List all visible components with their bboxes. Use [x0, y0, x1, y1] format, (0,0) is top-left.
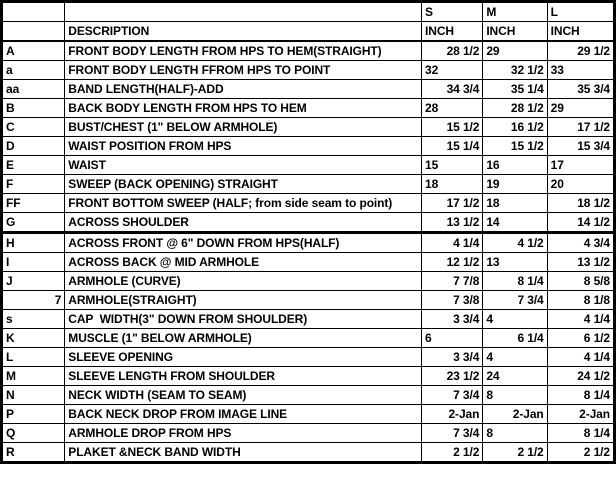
- size-l-value-cell[interactable]: 2-Jan: [547, 405, 614, 424]
- size-m-value-cell[interactable]: 28 1/2: [483, 99, 547, 118]
- size-s-value-cell[interactable]: 7 3/4: [422, 424, 483, 443]
- row-description-cell[interactable]: FRONT BODY LENGTH FFROM HPS TO POINT: [65, 61, 422, 80]
- description-header-spacer-cell[interactable]: [65, 2, 422, 22]
- row-code-cell[interactable]: D: [2, 137, 65, 156]
- size-l-value-cell[interactable]: 8 1/4: [547, 424, 614, 443]
- row-code-cell[interactable]: A: [2, 41, 65, 61]
- row-code-cell[interactable]: E: [2, 156, 65, 175]
- row-description-cell[interactable]: PLAKET &NECK BAND WIDTH: [65, 443, 422, 463]
- table-row: [2, 61, 615, 80]
- table-row: [2, 99, 615, 118]
- size-s-header-cell[interactable]: S: [422, 2, 483, 22]
- size-m-value-cell[interactable]: 35 1/4: [483, 80, 547, 99]
- size-m-value-cell[interactable]: 15 1/2: [483, 137, 547, 156]
- size-l-value-cell[interactable]: 4 3/4: [547, 233, 614, 253]
- table-row: [2, 310, 615, 329]
- size-header-row: [2, 2, 615, 22]
- row-code-cell[interactable]: C: [2, 118, 65, 137]
- size-m-value-cell[interactable]: 6 1/4: [483, 329, 547, 348]
- size-l-value-cell[interactable]: 29 1/2: [547, 41, 614, 61]
- row-description-cell[interactable]: BACK NECK DROP FROM IMAGE LINE: [65, 405, 422, 424]
- row-code-cell[interactable]: aa: [2, 80, 65, 99]
- unit-m-header-cell[interactable]: INCH: [483, 22, 547, 42]
- row-description-cell[interactable]: CAP WIDTH(3" DOWN FROM SHOULDER): [65, 310, 422, 329]
- row-description-cell[interactable]: MUSCLE (1" BELOW ARMHOLE): [65, 329, 422, 348]
- size-l-value-cell[interactable]: 24 1/2: [547, 367, 614, 386]
- size-m-value-cell[interactable]: 24: [483, 367, 547, 386]
- row-code-cell[interactable]: H: [2, 233, 65, 253]
- row-description-cell[interactable]: SLEEVE LENGTH FROM SHOULDER: [65, 367, 422, 386]
- size-l-value-cell[interactable]: 13 1/2: [547, 253, 614, 272]
- size-m-value-cell[interactable]: 19: [483, 175, 547, 194]
- size-m-value-cell[interactable]: 29: [483, 41, 547, 61]
- row-description-cell[interactable]: BAND LENGTH(HALF)-ADD: [65, 80, 422, 99]
- row-code-cell[interactable]: FF: [2, 194, 65, 213]
- size-m-value-cell[interactable]: 13: [483, 253, 547, 272]
- size-s-value-cell[interactable]: 6: [422, 329, 483, 348]
- row-code-cell[interactable]: F: [2, 175, 65, 194]
- size-m-value-cell[interactable]: 8: [483, 424, 547, 443]
- size-l-value-cell[interactable]: 35 3/4: [547, 80, 614, 99]
- size-m-value-cell[interactable]: 2 1/2: [483, 443, 547, 463]
- corner-spacer-cell[interactable]: [2, 22, 65, 42]
- table-row: [2, 424, 615, 443]
- table-row: [2, 405, 615, 424]
- size-m-value-cell[interactable]: 4: [483, 310, 547, 329]
- row-code-cell[interactable]: 7: [2, 291, 65, 310]
- row-code-cell[interactable]: I: [2, 253, 65, 272]
- unit-s-header-cell[interactable]: INCH: [422, 22, 483, 42]
- row-code-cell[interactable]: J: [2, 272, 65, 291]
- row-description-cell[interactable]: ACROSS FRONT @ 6" DOWN FROM HPS(HALF): [65, 233, 422, 253]
- table-row: [2, 386, 615, 405]
- size-l-value-cell[interactable]: 4 1/4: [547, 310, 614, 329]
- size-l-value-cell[interactable]: 17 1/2: [547, 118, 614, 137]
- table-row: [2, 194, 615, 213]
- row-code-cell[interactable]: R: [2, 443, 65, 463]
- size-m-value-cell[interactable]: 4: [483, 348, 547, 367]
- size-s-value-cell[interactable]: 12 1/2: [422, 253, 483, 272]
- row-description-cell[interactable]: ARMHOLE(STRAIGHT): [65, 291, 422, 310]
- size-l-value-cell[interactable]: 20: [547, 175, 614, 194]
- row-code-cell[interactable]: s: [2, 310, 65, 329]
- row-code-cell[interactable]: a: [2, 61, 65, 80]
- size-m-value-cell[interactable]: 8: [483, 386, 547, 405]
- size-l-value-cell[interactable]: 33: [547, 61, 614, 80]
- table-row: [2, 291, 615, 310]
- size-l-value-cell[interactable]: 6 1/2: [547, 329, 614, 348]
- row-description-cell[interactable]: WAIST: [65, 156, 422, 175]
- table-row: [2, 272, 615, 291]
- size-s-value-cell[interactable]: 13 1/2: [422, 213, 483, 233]
- size-m-value-cell[interactable]: 8 1/4: [483, 272, 547, 291]
- row-description-cell[interactable]: WAIST POSITION FROM HPS: [65, 137, 422, 156]
- size-s-value-cell[interactable]: 28: [422, 99, 483, 118]
- size-m-value-cell[interactable]: 32 1/2: [483, 61, 547, 80]
- row-code-cell[interactable]: L: [2, 348, 65, 367]
- unit-header-row: [2, 22, 615, 42]
- size-m-value-cell[interactable]: 2-Jan: [483, 405, 547, 424]
- size-s-value-cell[interactable]: 23 1/2: [422, 367, 483, 386]
- size-m-value-cell[interactable]: 14: [483, 213, 547, 233]
- row-description-cell[interactable]: ACROSS SHOULDER: [65, 213, 422, 233]
- size-m-header-cell[interactable]: M: [483, 2, 547, 22]
- spec-table-body: [2, 41, 615, 463]
- size-l-value-cell[interactable]: 18 1/2: [547, 194, 614, 213]
- row-description-cell[interactable]: FRONT BOTTOM SWEEP (HALF; from side seam to point): [65, 194, 422, 213]
- row-description-cell[interactable]: SLEEVE OPENING: [65, 348, 422, 367]
- size-s-value-cell[interactable]: 7 7/8: [422, 272, 483, 291]
- table-row: [2, 253, 615, 272]
- size-l-value-cell[interactable]: 17: [547, 156, 614, 175]
- size-l-value-cell[interactable]: 8 1/4: [547, 386, 614, 405]
- size-s-value-cell[interactable]: 2-Jan: [422, 405, 483, 424]
- table-row: [2, 329, 615, 348]
- size-s-value-cell[interactable]: 15 1/2: [422, 118, 483, 137]
- size-m-value-cell[interactable]: 16: [483, 156, 547, 175]
- description-header-cell[interactable]: DESCRIPTION: [65, 22, 422, 42]
- row-description-cell[interactable]: FRONT BODY LENGTH FROM HPS TO HEM(STRAIGHT): [65, 41, 422, 61]
- table-row: [2, 175, 615, 194]
- size-s-value-cell[interactable]: 7 3/8: [422, 291, 483, 310]
- size-s-value-cell[interactable]: 32: [422, 61, 483, 80]
- row-description-cell[interactable]: NECK WIDTH (SEAM TO SEAM): [65, 386, 422, 405]
- table-row: [2, 118, 615, 137]
- size-s-value-cell[interactable]: 15: [422, 156, 483, 175]
- row-description-cell[interactable]: ARMHOLE DROP FROM HPS: [65, 424, 422, 443]
- corner-cell[interactable]: [2, 2, 65, 22]
- size-l-value-cell[interactable]: 14 1/2: [547, 213, 614, 233]
- size-s-value-cell[interactable]: 3 3/4: [422, 310, 483, 329]
- row-code-cell[interactable]: N: [2, 386, 65, 405]
- row-code-cell[interactable]: K: [2, 329, 65, 348]
- size-s-value-cell[interactable]: 17 1/2: [422, 194, 483, 213]
- row-code-cell[interactable]: G: [2, 213, 65, 233]
- row-code-cell[interactable]: Q: [2, 424, 65, 443]
- table-row: [2, 41, 615, 61]
- size-m-value-cell[interactable]: 7 3/4: [483, 291, 547, 310]
- row-code-cell[interactable]: M: [2, 367, 65, 386]
- table-row: [2, 213, 615, 233]
- size-l-value-cell[interactable]: 15 3/4: [547, 137, 614, 156]
- row-description-cell[interactable]: BUST/CHEST (1" BELOW ARMHOLE): [65, 118, 422, 137]
- size-l-value-cell[interactable]: 2 1/2: [547, 443, 614, 463]
- size-s-value-cell[interactable]: 18: [422, 175, 483, 194]
- size-l-value-cell[interactable]: 8 5/8: [547, 272, 614, 291]
- row-code-cell[interactable]: B: [2, 99, 65, 118]
- size-s-value-cell[interactable]: 2 1/2: [422, 443, 483, 463]
- size-s-value-cell[interactable]: 4 1/4: [422, 233, 483, 253]
- size-s-value-cell[interactable]: 3 3/4: [422, 348, 483, 367]
- row-description-cell[interactable]: ARMHOLE (CURVE): [65, 272, 422, 291]
- size-m-value-cell[interactable]: 16 1/2: [483, 118, 547, 137]
- table-row: [2, 367, 615, 386]
- table-row: [2, 137, 615, 156]
- table-row: [2, 233, 615, 253]
- unit-l-header-cell[interactable]: INCH: [547, 22, 614, 42]
- size-l-value-cell[interactable]: 8 1/8: [547, 291, 614, 310]
- size-l-value-cell[interactable]: 4 1/4: [547, 348, 614, 367]
- size-s-value-cell[interactable]: 28 1/2: [422, 41, 483, 61]
- table-row: [2, 156, 615, 175]
- size-s-value-cell[interactable]: 34 3/4: [422, 80, 483, 99]
- size-l-header-cell[interactable]: L: [547, 2, 614, 22]
- row-description-cell[interactable]: BACK BODY LENGTH FROM HPS TO HEM: [65, 99, 422, 118]
- table-row: [2, 80, 615, 99]
- size-s-value-cell[interactable]: 15 1/4: [422, 137, 483, 156]
- size-l-value-cell[interactable]: 29: [547, 99, 614, 118]
- table-row: [2, 443, 615, 463]
- table-row: [2, 348, 615, 367]
- row-description-cell[interactable]: SWEEP (BACK OPENING) STRAIGHT: [65, 175, 422, 194]
- size-m-value-cell[interactable]: 4 1/2: [483, 233, 547, 253]
- size-s-value-cell[interactable]: 7 3/4: [422, 386, 483, 405]
- row-description-cell[interactable]: ACROSS BACK @ MID ARMHOLE: [65, 253, 422, 272]
- size-m-value-cell[interactable]: 18: [483, 194, 547, 213]
- row-code-cell[interactable]: P: [2, 405, 65, 424]
